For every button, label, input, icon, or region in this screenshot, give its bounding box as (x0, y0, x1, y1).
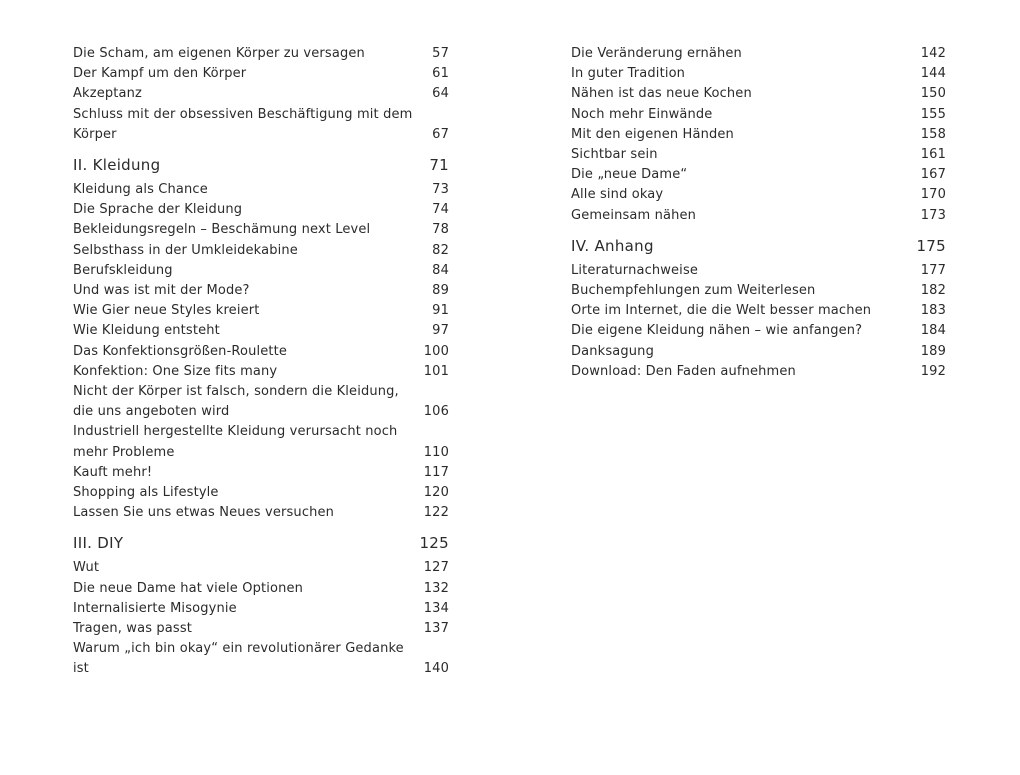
page-number: 89 (432, 283, 449, 299)
entry-title: Download: Den Faden aufnehmen (571, 363, 796, 379)
entry-title: Kauft mehr! (73, 464, 153, 480)
page-number: 125 (419, 534, 449, 553)
entry-title: Industriell hergestellte Kleidung verursacht noch mehr Probleme (73, 424, 398, 460)
entry-title: Konfektion: One Size fits many (73, 363, 278, 379)
toc-entry (571, 125, 946, 145)
toc-entry (73, 463, 449, 483)
entry-title: Die „neue Dame“ (571, 167, 688, 183)
entry-title: Danksagung (571, 343, 654, 359)
entry-title: Wut (73, 560, 100, 576)
page-number: 100 (423, 343, 449, 359)
toc-entry (73, 382, 449, 422)
entry-title: Die neue Dame hat viele Optionen (73, 580, 304, 596)
toc-entry (73, 105, 449, 145)
page-number: 132 (423, 580, 449, 596)
page-number: 134 (423, 600, 449, 616)
toc-entry (571, 342, 946, 362)
toc-entry (73, 503, 449, 523)
page-number: 161 (920, 147, 946, 163)
entry-title: Das Konfektionsgrößen-Roulette (73, 343, 288, 359)
page-number: 127 (423, 560, 449, 576)
toc-section-heading (73, 533, 449, 553)
entry-title: Shopping als Lifestyle (73, 485, 219, 501)
page-number: 120 (423, 485, 449, 501)
toc-entry (73, 261, 449, 281)
entry-title: In guter Tradition (571, 66, 686, 82)
entry-title: Schluss mit der obsessiven Beschäftigung mit dem Körper (73, 106, 413, 142)
entry-title: Wie Gier neue Styles kreiert (73, 303, 260, 319)
toc-entry (73, 241, 449, 261)
toc-entry (73, 301, 449, 321)
entry-title: Noch mehr Einwände (571, 106, 713, 122)
entry-title: Berufskleidung (73, 262, 173, 278)
toc-entry (571, 281, 946, 301)
toc-section-heading (73, 155, 449, 175)
toc-entry (73, 220, 449, 240)
page-number: 67 (432, 126, 449, 142)
entry-title: Die eigene Kleidung nähen – wie anfangen? (571, 323, 863, 339)
page-number: 73 (432, 182, 449, 198)
page-number: 101 (423, 363, 449, 379)
toc-entry (571, 165, 946, 185)
entry-title: Nähen ist das neue Kochen (571, 86, 752, 102)
toc-entry (73, 599, 449, 619)
page-number: 122 (423, 505, 449, 521)
entry-title: Und was ist mit der Mode? (73, 283, 250, 299)
toc-section-heading (571, 236, 946, 256)
entry-title: Sichtbar sein (571, 147, 658, 163)
page-number: 117 (423, 464, 449, 480)
toc-entry (571, 105, 946, 125)
entry-title: Tragen, was passt (73, 621, 193, 637)
page-number: 78 (432, 222, 449, 238)
page-number: 183 (920, 303, 946, 319)
toc-entry (571, 261, 946, 281)
page-number: 106 (423, 404, 449, 420)
page-number: 137 (423, 621, 449, 637)
page-number: 150 (920, 86, 946, 102)
toc-entry (73, 44, 449, 64)
toc-entry (571, 145, 946, 165)
entry-title: Orte im Internet, die die Welt besser machen (571, 303, 872, 319)
entry-title: Kleidung als Chance (73, 182, 208, 198)
section-title: IV. Anhang (571, 236, 654, 255)
entry-title: Die Sprache der Kleidung (73, 202, 243, 218)
toc-entry (73, 180, 449, 200)
page-number: 61 (432, 66, 449, 82)
page-number: 64 (432, 86, 449, 102)
toc-entry (73, 200, 449, 220)
entry-title: Gemeinsam nähen (571, 207, 697, 223)
page-number: 155 (920, 106, 946, 122)
toc-entry (73, 639, 449, 679)
entry-title: Mit den eigenen Händen (571, 126, 734, 142)
toc-entry (73, 281, 449, 301)
page-number: 71 (429, 156, 449, 175)
toc-entry (571, 185, 946, 205)
page-number: 167 (920, 167, 946, 183)
page-number: 140 (423, 661, 449, 677)
toc-entry (73, 362, 449, 382)
page-number: 57 (432, 46, 449, 61)
toc-entry (571, 84, 946, 104)
toc-entry (73, 64, 449, 84)
entry-title: Akzeptanz (73, 86, 142, 102)
toc-entry (73, 321, 449, 341)
toc-right-column (571, 44, 946, 382)
page-number: 144 (920, 66, 946, 82)
page-number: 173 (920, 207, 946, 223)
toc-entry (73, 619, 449, 639)
page-number: 175 (916, 236, 946, 255)
section-title: II. Kleidung (73, 156, 161, 175)
page-number: 189 (920, 343, 946, 359)
page-number: 74 (432, 202, 449, 218)
toc-entry (73, 579, 449, 599)
toc-entry (571, 206, 946, 226)
entry-title: Alle sind okay (571, 187, 664, 203)
page-number: 91 (432, 303, 449, 319)
toc-entry (73, 84, 449, 104)
page-number: 177 (920, 262, 946, 278)
page-number: 192 (920, 363, 946, 379)
page-number: 82 (432, 242, 449, 258)
entry-title: Selbsthass in der Umkleidekabine (73, 242, 298, 258)
section-title: III. DIY (73, 534, 124, 553)
entry-title: Die Scham, am eigenen Körper zu versagen (73, 46, 365, 61)
toc-entry (73, 558, 449, 578)
entry-title: Der Kampf um den Körper (73, 66, 247, 82)
page-number: 142 (920, 46, 946, 61)
entry-title: Buchempfehlungen zum Weiterlesen (571, 283, 816, 299)
toc-entry (73, 483, 449, 503)
entry-title: Wie Kleidung entsteht (73, 323, 220, 339)
toc-entry (571, 362, 946, 382)
page-number: 110 (423, 444, 449, 460)
entry-title: Literaturnachweise (571, 262, 699, 278)
page-number: 97 (432, 323, 449, 339)
entry-title: Internalisierte Misogynie (73, 600, 237, 616)
entry-title: Die Veränderung ernähen (571, 46, 742, 61)
toc-entry (571, 321, 946, 341)
toc-entry (73, 422, 449, 462)
page-number: 184 (920, 323, 946, 339)
toc-entry (73, 342, 449, 362)
page-number: 84 (432, 262, 449, 278)
toc-entry (571, 44, 946, 64)
entry-title: Bekleidungsregeln – Beschämung next Level (73, 222, 371, 238)
entry-title: Warum „ich bin okay“ ein revolutionärer Gedanke ist (73, 641, 404, 677)
entry-title: Nicht der Körper ist falsch, sondern die Kleidung, die uns angeboten wird (73, 384, 399, 420)
toc-left-column (73, 44, 449, 680)
entry-title: Lassen Sie uns etwas Neues versuchen (73, 505, 335, 521)
toc-entry (571, 64, 946, 84)
toc-entry (571, 301, 946, 321)
page-number: 158 (920, 126, 946, 142)
page-number: 182 (920, 283, 946, 299)
page-number: 170 (920, 187, 946, 203)
